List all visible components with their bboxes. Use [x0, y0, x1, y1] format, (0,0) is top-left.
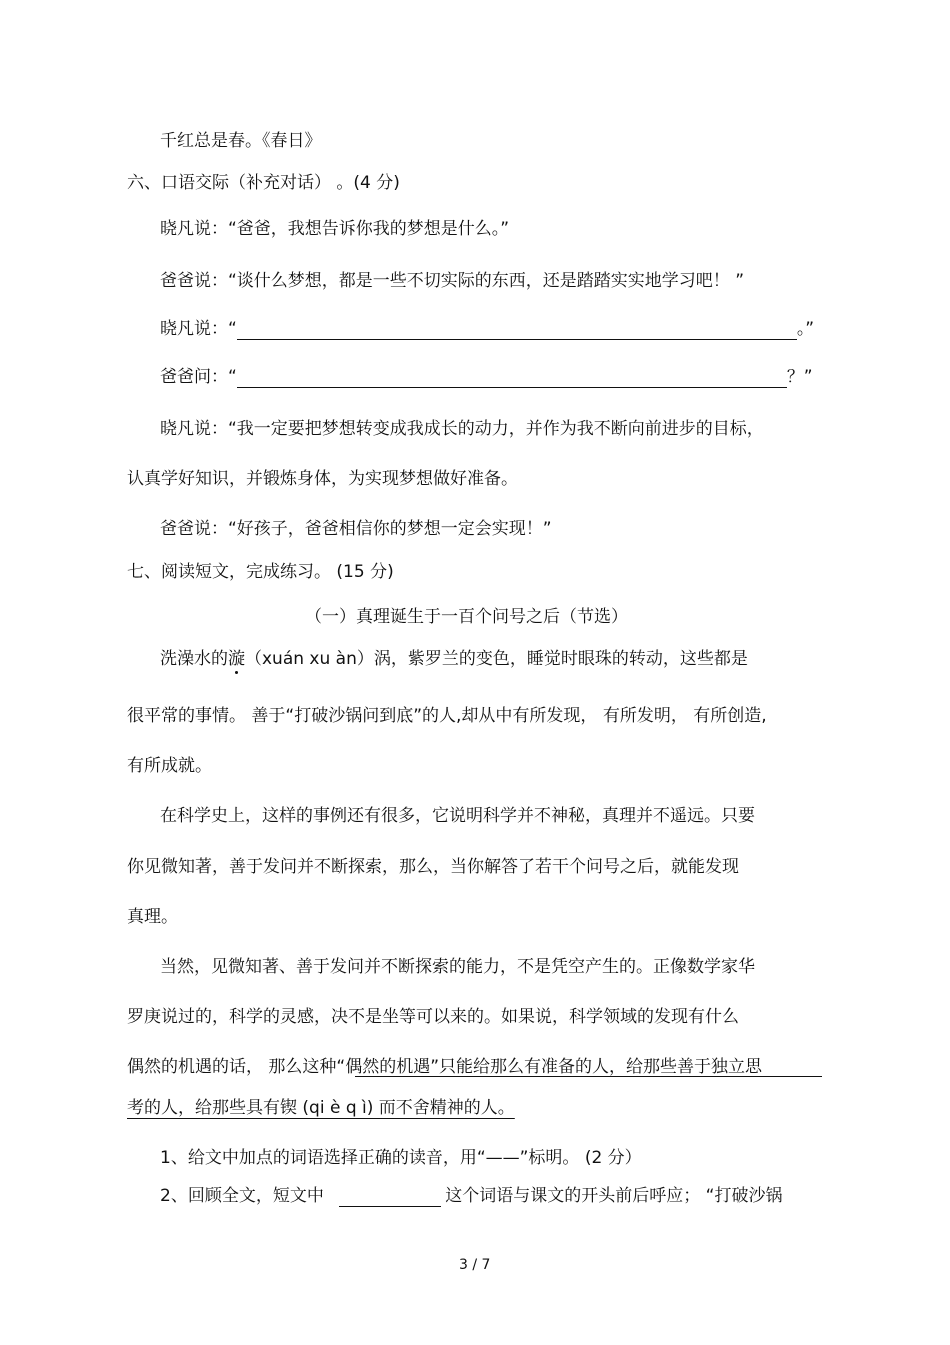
answer-blank[interactable]: [237, 369, 787, 388]
text-span: （xuán xu àn）涡，紫罗兰的变色，睡觉时眼珠的转动，这些都是: [245, 649, 748, 669]
paragraph-line: 很平常的事情。 善于“打破沙锅问到底”的人,却从中有所发现， 有所发明， 有所创造,: [127, 706, 767, 726]
question-1: 1、给文中加点的词语选择正确的读音，用“——”标明。 (2 分）: [160, 1148, 642, 1168]
dialog-line: 认真学好知识，并锻炼身体，为实现梦想做好准备。: [127, 469, 518, 489]
dialog-prefix: 晓凡说：“: [160, 319, 237, 339]
dotted-character: 漩: [228, 649, 245, 669]
passage-title: （一）真理诞生于一百个问号之后（节选）: [305, 607, 628, 627]
dialog-blank-line: [160, 318, 814, 340]
answer-blank[interactable]: [237, 321, 797, 340]
text-line: 千红总是春。《春日》: [160, 131, 322, 151]
text-span: 偶然的机遇的话， 那么这种: [127, 1057, 337, 1077]
underlined-text: “偶然的机遇”只能给那么有准备的人，给那些善于独立思: [336, 1057, 763, 1077]
underline-rule: [355, 1076, 822, 1077]
dialog-prefix: 爸爸问：“: [160, 367, 237, 387]
question-2: [160, 1185, 782, 1207]
dialog-suffix: 。”: [796, 319, 815, 339]
section-6-heading: 六、口语交际（补充对话） 。(4 分): [127, 173, 400, 193]
paragraph-line: [127, 1056, 762, 1078]
paragraph-line: 在科学史上，这样的事例还有很多，它说明科学并不神秘，真理并不遥远。只要: [160, 806, 755, 826]
text-span: 2、回顾全文，短文中: [160, 1186, 324, 1206]
paragraph-line: [160, 648, 748, 670]
paragraph-line: 真理。: [127, 907, 178, 927]
paragraph-line: [127, 1097, 515, 1119]
paragraph-line: 罗庚说过的，科学的灵感，决不是坐等可以来的。如果说，科学领域的发现有什么: [127, 1007, 739, 1027]
underlined-text: 考的人，给那些具有锲 (qi è q ì) 而不舍精神的人。: [127, 1098, 515, 1118]
paragraph-line: 你见微知著，善于发问并不断探索，那么，当你解答了若干个问号之后，就能发现: [127, 857, 739, 877]
dialog-blank-line: [160, 366, 813, 388]
section-7-heading: 七、阅读短文，完成练习。 (15 分): [127, 562, 394, 582]
dialog-suffix: ？”: [786, 367, 813, 387]
answer-blank[interactable]: [339, 1188, 441, 1207]
dialog-line: 爸爸说：“好孩子，爸爸相信你的梦想一定会实现！”: [160, 519, 552, 539]
text-span: 洗澡水的: [160, 649, 228, 669]
text-span: 这个词语与课文的开头前后呼应； “打破沙锅: [445, 1186, 783, 1206]
dialog-line: 晓凡说：“爸爸，我想告诉你我的梦想是什么。”: [160, 219, 510, 239]
dialog-line: 晓凡说：“我一定要把梦想转变成我成长的动力，并作为我不断向前进步的目标，: [160, 419, 764, 439]
paragraph-line: 当然，见微知著、善于发问并不断探索的能力，不是凭空产生的。正像数学家华: [160, 957, 755, 977]
paragraph-line: 有所成就。: [127, 756, 212, 776]
page-number: 3 / 7: [459, 1257, 491, 1273]
dialog-line: 爸爸说：“谈什么梦想，都是一些不切实际的东西，还是踏踏实实地学习吧！ ”: [160, 271, 745, 291]
